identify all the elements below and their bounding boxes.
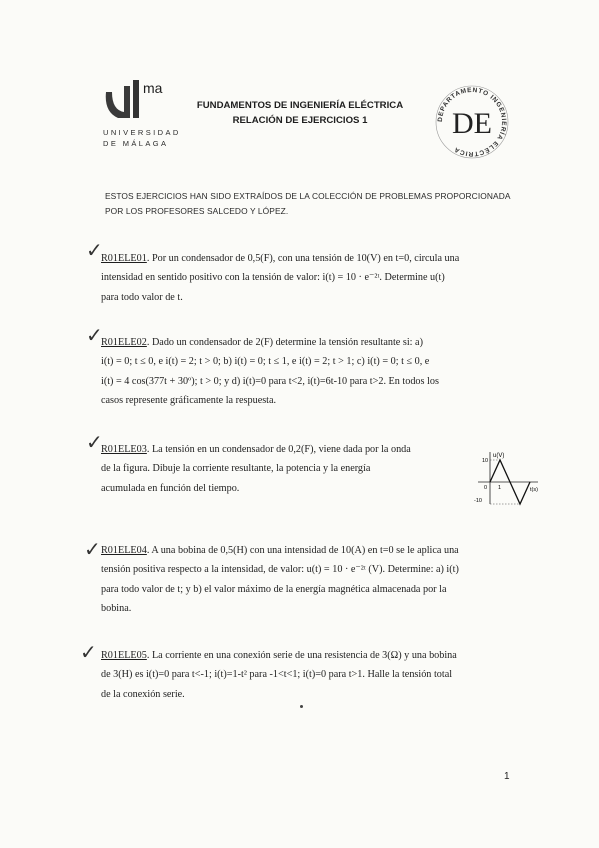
university-name-line2: DE MÁLAGA xyxy=(103,139,169,148)
exercise-id: R01ELE03 xyxy=(101,444,147,455)
tick-label: 10 xyxy=(482,458,489,464)
exercise-line: intensidad en sentido positivo con la tensión de valor: i(t) = 10 · e⁻²ᵗ. Determine u(t) xyxy=(101,272,445,284)
tick-label: 1 xyxy=(498,485,502,491)
exercise-id: R01ELE05 xyxy=(101,650,147,661)
exercise-text: . Por un condensador de 0,5(F), con una tensión de 10(V) en t=0, circula una xyxy=(146,253,460,264)
intro-line: POR LOS PROFESORES SALCEDO Y LÓPEZ. xyxy=(105,206,289,216)
department-seal xyxy=(433,83,511,161)
y-axis-label: u(V) xyxy=(493,453,505,459)
exercise-line xyxy=(101,541,513,560)
university-name xyxy=(103,127,181,149)
logo-text: ma xyxy=(143,80,163,96)
exercise-text: . Dado un condensador de 2(F) determine la tensión resultante si: a) xyxy=(146,337,423,348)
voltage-waveform-figure xyxy=(472,448,542,508)
check-mark-icon: ✓ xyxy=(80,640,97,664)
exercise-r01ele04 xyxy=(101,541,513,619)
exercise-text: . A una bobina de 0,5(H) con una intensidad de 10(A) en t=0 se le aplica una xyxy=(146,545,459,556)
exercise-id: R01ELE01 xyxy=(101,253,147,264)
exercise-r01ele02 xyxy=(101,333,513,411)
page-number: 1 xyxy=(504,771,510,782)
x-axis-label: t(s) xyxy=(530,487,538,493)
exercise-line xyxy=(101,333,513,352)
tick-label: 0 xyxy=(484,485,488,491)
seal-letters: DE xyxy=(452,107,492,140)
exercise-line: acumulada en función del tiempo. xyxy=(101,482,240,494)
exercise-line: i(t) = 4 cos(377t + 30º); t > 0; y d) i(t)=0 para t<2, i(t)=6t-10 para t>2. En todos los xyxy=(101,375,439,387)
exercise-line: de 3(H) es i(t)=0 para t<-1; i(t)=1-t² para -1<t<1; i(t)=0 para t>1. Halle la tensión total xyxy=(101,669,453,681)
check-mark-icon: ✓ xyxy=(84,537,101,561)
exercise-line: i(t) = 0; t ≤ 0, e i(t) = 2; t > 0; b) i(t) = 0; t ≤ 1, e i(t) = 2; t > 1; c) i(t) = 0; t ≤ 0, e xyxy=(101,356,430,368)
exercise-set-title: RELACIÓN DE EJERCICIOS 1 xyxy=(232,115,368,126)
intro-note xyxy=(105,189,515,219)
exercise-line xyxy=(101,249,513,268)
exercise-line: de la figura. Dibuje la corriente resultante, la potencia y la energía xyxy=(101,463,371,475)
document-header xyxy=(190,98,410,128)
exercise-line xyxy=(101,440,466,459)
check-mark-icon: ✓ xyxy=(86,238,103,262)
exercise-line: para todo valor de t. xyxy=(101,291,183,303)
exercise-text: . La tensión en un condensador de 0,2(F), viene dada por la onda xyxy=(146,444,411,455)
exercise-line xyxy=(101,646,513,665)
check-mark-icon: ✓ xyxy=(86,323,103,347)
exercise-line: de la conexión serie. xyxy=(101,688,185,700)
exercise-r01ele05 xyxy=(101,646,513,704)
exercise-r01ele03 xyxy=(101,440,466,498)
exercise-id: R01ELE04 xyxy=(101,545,147,556)
seal-ring-text: DEPARTAMENTO INGENIERÍA ELÉCTRICA xyxy=(436,86,508,158)
tick-label: -10 xyxy=(474,498,482,504)
exercise-r01ele01 xyxy=(101,249,513,307)
exercise-line: para todo valor de t; y b) el valor máximo de la energía magnética almacenada por la xyxy=(101,583,447,595)
intro-line: ESTOS EJERCICIOS HAN SIDO EXTRAÍDOS DE LA COLECCIÓN DE PROBLEMAS PROPORCIONADA xyxy=(105,191,511,201)
course-title: FUNDAMENTOS DE INGENIERÍA ELÉCTRICA xyxy=(196,100,404,111)
exercise-id: R01ELE02 xyxy=(101,337,147,348)
exercise-line: casos represente gráficamente la respuesta. xyxy=(101,395,277,407)
exercise-line: tensión positiva respecto a la intensidad, de valor: u(t) = 10 · e⁻²ᵗ (V). Determine: a) i(t) xyxy=(101,564,459,576)
exercise-text: . La corriente en una conexión serie de una resistencia de 3(Ω) y una bobina xyxy=(146,650,457,661)
scan-speck xyxy=(300,705,303,708)
exercise-line: bobina. xyxy=(101,603,132,615)
university-name-line1: UNIVERSIDAD xyxy=(103,128,181,137)
check-mark-icon: ✓ xyxy=(86,430,103,454)
